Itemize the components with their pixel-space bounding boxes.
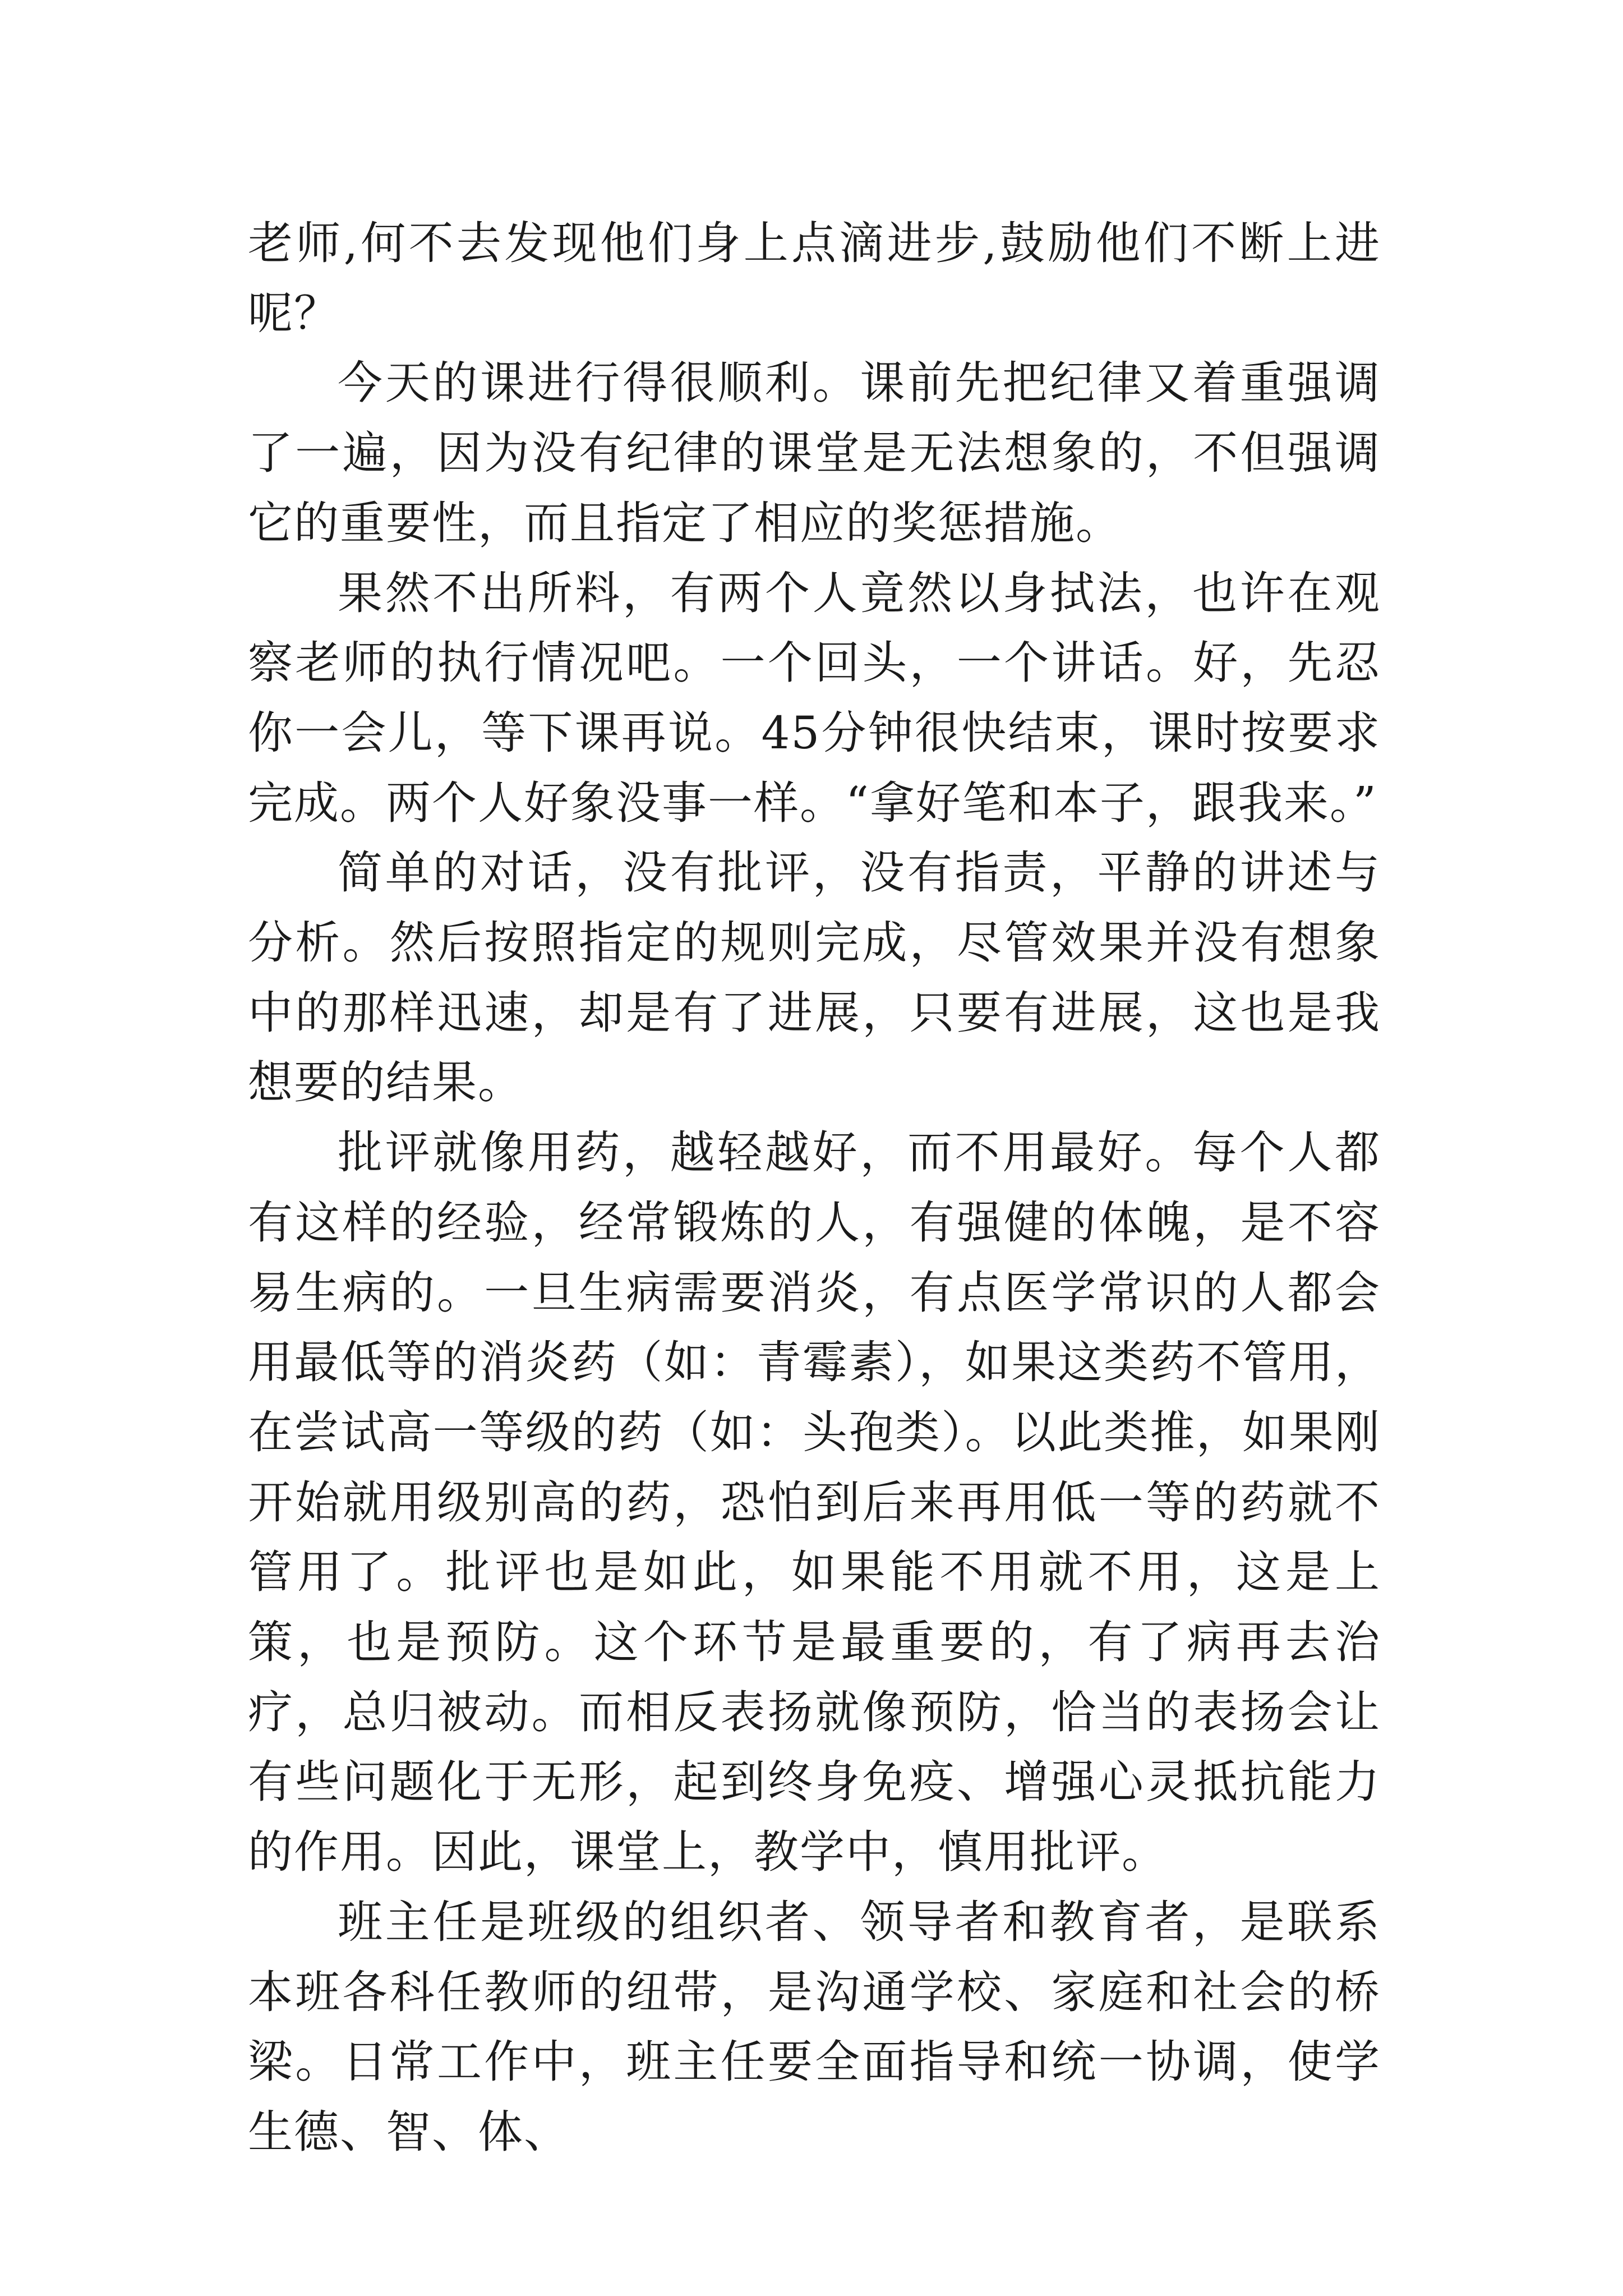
paragraph-5: 批评就像用药，越轻越好，而不用最好。每个人都有这样的经验，经常锻炼的人，有强健的体魄，是不容易生病的。一旦生病需要消炎，有点医学常识的人都会用最低等的消炎药（如：青霉素），如果这类药不管用，在尝试高一等级的药（如：头孢类）。以此类推，如果刚开始就用级别高的药，恐怕到后来再用低一等的药就不管用了。批评也是如此，如果能不用就不用，这是上策，也是预防。这个环节是最重要的，有了病再去治疗，总归被动。而相反表扬就像预防，恰当的表扬会让有些问题化于无形，起到终身免疫、增强心灵抵抗能力的作用。因此，课堂上，教学中，慎用批评。 [248,1126,1381,1879]
paragraph-4: 简单的对话，没有批评，没有指责，平静的讲述与分析。然后按照指定的规则完成，尽管效果并没有想象中的那样迅速，却是有了进展，只要有进展，这也是我想要的结果。 [248,846,1381,1109]
paragraph-3: 果然不出所料，有两个人竟然以身拭法，也许在观察老师的执行情况吧。一个回头，一个讲话。好，先忍你一会儿，等下课再说。45分钟很快结束，课时按要求完成。两个人好象没事一样。“拿好笔和本子，跟我来。” [248,567,1381,829]
paragraph-6: 班主任是班级的组织者、领导者和教育者，是联系本班各科任教师的纽带，是沟通学校、家庭和社会的桥梁。日常工作中，班主任要全面指导和统一协调，使学生德、智、体、 [248,1895,1381,2158]
body-text [248,209,1381,2168]
paragraph-1: 老师,何不去发现他们身上点滴进步,鼓励他们不断上进呢？ [248,217,1381,339]
paragraph-2: 今天的课进行得很顺利。课前先把纪律又着重强调了一遍，因为没有纪律的课堂是无法想象的，不但强调它的重要性，而且指定了相应的奖惩措施。 [248,357,1381,549]
